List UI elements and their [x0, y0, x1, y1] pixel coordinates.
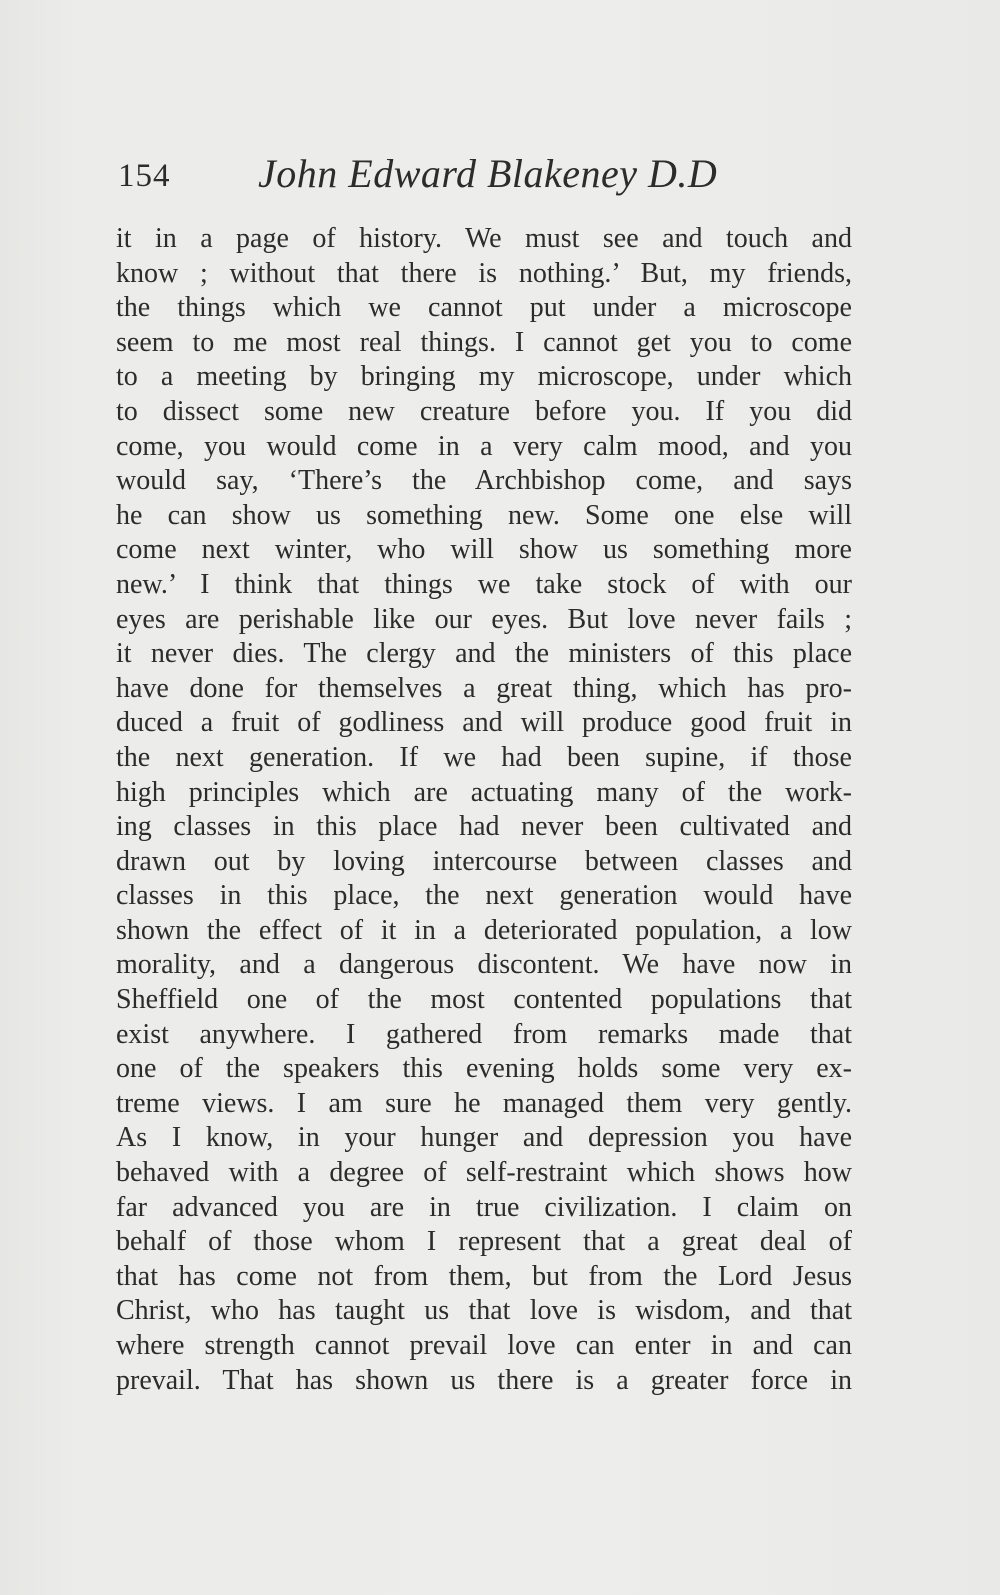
text-line: would say, ‘There’s the Archbishop come, and says — [116, 465, 852, 497]
text-line: eyes are perishable like our eyes. But love never fails ; — [116, 603, 852, 635]
text-line: seem to me most real things. I cannot get you to come — [116, 326, 852, 358]
text-line: classes in this place, the next generation would have — [116, 880, 852, 912]
body-text — [116, 222, 852, 1398]
text-line: duced a fruit of godliness and will produce good fruit in — [116, 707, 852, 739]
text-line: Christ, who has taught us that love is wisdom, and that — [116, 1295, 852, 1327]
text-line: ing classes in this place had never been cultivated and — [116, 811, 852, 843]
text-line: new.’ I think that things we take stock of with our — [116, 568, 852, 600]
text-line: it in a page of history. We must see and touch and — [116, 223, 852, 254]
text-line: morality, and a dangerous discontent. We have now in — [116, 949, 852, 981]
text-line: treme views. I am sure he managed them very gently. — [116, 1087, 852, 1119]
text-line: Sheffield one of the most contented populations that — [116, 984, 852, 1016]
text-line: one of the speakers this evening holds some very ex- — [116, 1053, 852, 1085]
text-line: prevail. That has shown us there is a greater force in — [116, 1364, 852, 1396]
text-line: it never dies. The clergy and the ministers of this place — [116, 638, 852, 670]
running-title: John Edward Blakeney D.D — [258, 151, 718, 196]
running-head — [118, 150, 878, 202]
text-line: behaved with a degree of self-restraint which shows how — [116, 1157, 852, 1189]
text-line: he can show us something new. Some one else will — [116, 499, 852, 531]
text-line: As I know, in your hunger and depression you have — [116, 1122, 852, 1154]
text-line: come, you would come in a very calm mood, and you — [116, 430, 852, 462]
text-line: drawn out by loving intercourse between classes and — [116, 845, 852, 877]
text-line: high principles which are actuating many of the work- — [116, 776, 852, 808]
text-line: have done for themselves a great thing, which has pro- — [116, 672, 852, 704]
text-line: come next winter, who will show us something more — [116, 534, 852, 566]
text-line: the next generation. If we had been supine, if those — [116, 741, 852, 773]
text-line: behalf of those whom I represent that a great deal of — [116, 1226, 852, 1258]
text-line: to a meeting by bringing my microscope, under which — [116, 361, 852, 393]
text-line: to dissect some new creature before you. If you did — [116, 395, 852, 427]
text-line: far advanced you are in true civilization. I claim on — [116, 1191, 852, 1223]
text-line: that has come not from them, but from the Lord Jesus — [116, 1260, 852, 1292]
page-number: 154 — [118, 158, 171, 194]
text-line: exist anywhere. I gathered from remarks made that — [116, 1018, 852, 1050]
text-line: the things which we cannot put under a microscope — [116, 292, 852, 324]
text-line: where strength cannot prevail love can enter in and can — [116, 1330, 852, 1361]
text-line: shown the effect of it in a deteriorated population, a low — [116, 914, 852, 946]
text-line: know ; without that there is nothing.’ But, my friends, — [116, 257, 852, 289]
